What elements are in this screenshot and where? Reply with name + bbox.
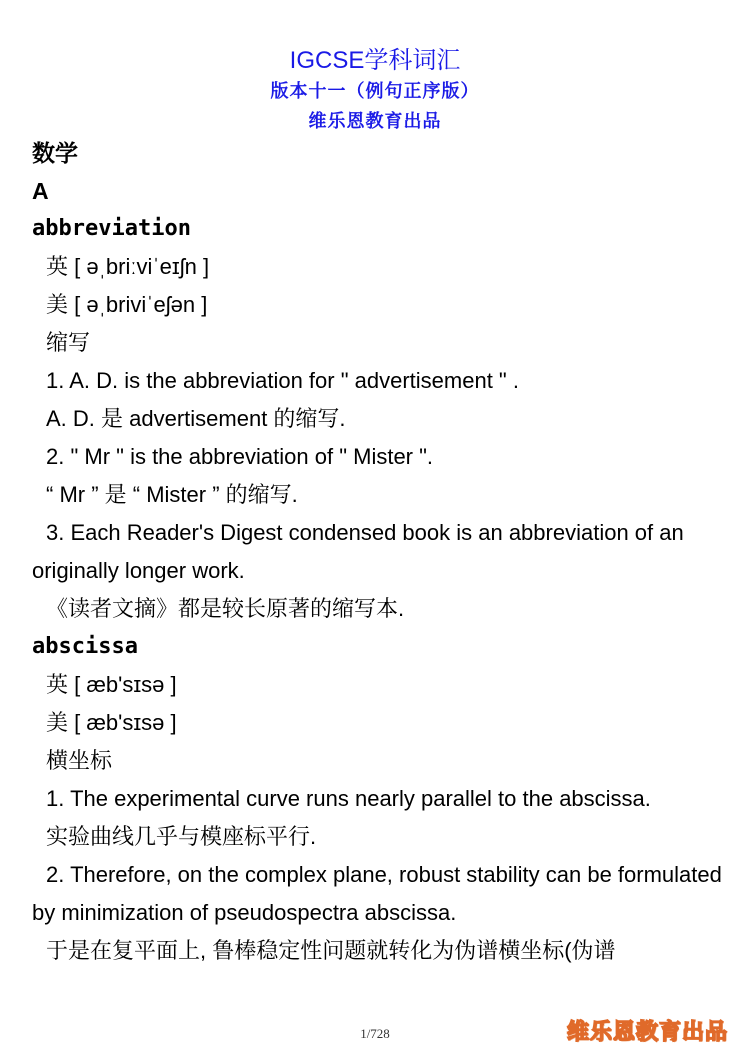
- meaning: 横坐标: [46, 748, 113, 773]
- example-translation: A. D. 是 advertisement 的缩写.: [46, 406, 346, 431]
- uk-pronunciation: 英 [ əˌbriːviˈeɪʃn ]: [46, 254, 210, 279]
- section-heading: 数学: [32, 140, 78, 166]
- entry-abscissa: [32, 628, 722, 970]
- example-translation: 实验曲线几乎与模座标平行.: [46, 824, 317, 849]
- example-sentence: 2. " Mr " is the abbreviation of " Mister ".: [46, 444, 434, 469]
- letter-heading: A: [32, 178, 49, 204]
- us-pronunciation: 美 [ æb'sɪsə ]: [46, 710, 177, 735]
- page-number: 1/728: [360, 1026, 390, 1041]
- meaning: 缩写: [46, 330, 91, 355]
- uk-pronunciation: 英 [ æb'sɪsə ]: [46, 672, 177, 697]
- entry-word: abscissa: [32, 634, 138, 659]
- entry-word: abbreviation: [32, 216, 191, 241]
- publisher-label: 维乐恩教育出品: [308, 111, 442, 131]
- document-subtitle: 版本十一（例句正序版）: [270, 81, 480, 101]
- example-sentence: 1. A. D. is the abbreviation for " advertisement " .: [46, 368, 519, 393]
- document-body: [32, 134, 722, 970]
- example-sentence: 3. Each Reader's Digest condensed book is an abbreviation of an originally longer work.: [32, 520, 684, 583]
- example-sentence: 2. Therefore, on the complex plane, robust stability can be formulated by minimization of pseudospectra abscissa.: [32, 862, 722, 925]
- example-translation: 《读者文摘》都是较长原著的缩写本.: [46, 596, 405, 621]
- entry-abbreviation: [32, 210, 722, 628]
- example-translation: 于是在复平面上, 鲁棒稳定性问题就转化为伪谱横坐标(伪谱: [46, 938, 616, 963]
- watermark-logo: 维乐恩教育出品: [566, 1019, 728, 1044]
- example-translation: “ Mr ” 是 “ Mister ” 的缩写.: [46, 482, 298, 507]
- document-title: IGCSE学科词汇: [289, 47, 461, 74]
- example-sentence: 1. The experimental curve runs nearly parallel to the abscissa.: [46, 786, 651, 811]
- us-pronunciation: 美 [ əˌbriviˈeʃən ]: [46, 292, 208, 317]
